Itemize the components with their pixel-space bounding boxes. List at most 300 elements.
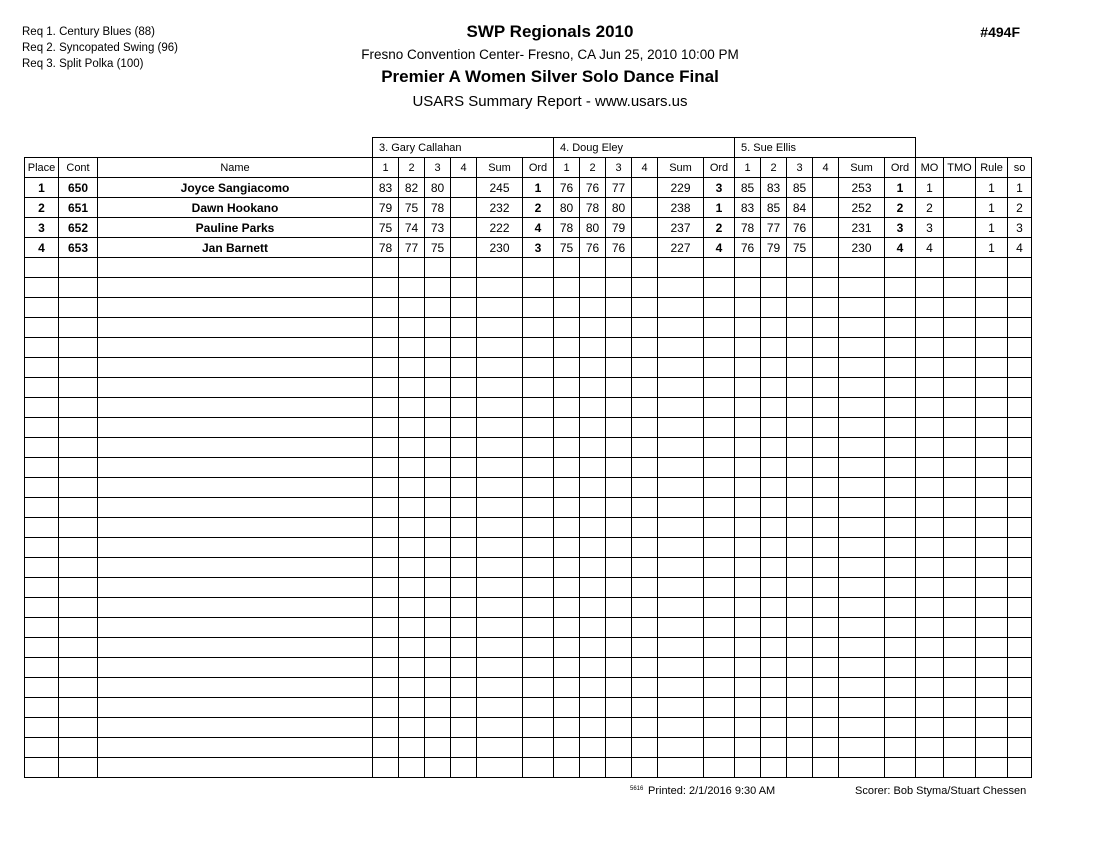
empty-cell — [425, 758, 451, 778]
empty-cell — [523, 698, 554, 718]
empty-cell — [735, 458, 761, 478]
empty-cell — [735, 598, 761, 618]
empty-cell — [787, 518, 813, 538]
empty-cell — [885, 438, 916, 458]
empty-cell — [916, 378, 944, 398]
score-2-header: 2 — [399, 158, 425, 178]
empty-cell — [632, 758, 658, 778]
empty-cell — [580, 298, 606, 318]
empty-cell — [477, 498, 523, 518]
empty-cell — [632, 278, 658, 298]
empty-cell — [704, 298, 735, 318]
empty-cell — [373, 518, 399, 538]
empty-cell — [839, 658, 885, 678]
empty-cell — [606, 758, 632, 778]
empty-cell — [554, 698, 580, 718]
empty-cell — [59, 658, 98, 678]
sum-header: Sum — [477, 158, 523, 178]
empty-cell — [477, 378, 523, 398]
empty-cell — [944, 658, 976, 678]
empty-cell — [1008, 658, 1032, 678]
judge-row-spacer-right — [916, 138, 1032, 158]
empty-cell — [761, 578, 787, 598]
empty-cell — [580, 478, 606, 498]
empty-cell — [839, 358, 885, 378]
empty-cell — [451, 598, 477, 618]
empty-cell — [839, 258, 885, 278]
empty-cell — [25, 618, 59, 638]
empty-cell — [399, 358, 425, 378]
empty-table-row — [25, 378, 1032, 398]
empty-cell — [813, 378, 839, 398]
score-cell: 85 — [761, 198, 787, 218]
empty-cell — [813, 278, 839, 298]
empty-cell — [425, 418, 451, 438]
sum-header: Sum — [839, 158, 885, 178]
empty-cell — [632, 438, 658, 458]
empty-cell — [554, 258, 580, 278]
empty-cell — [425, 678, 451, 698]
ord-cell: 3 — [885, 218, 916, 238]
empty-cell — [554, 438, 580, 458]
empty-cell — [580, 498, 606, 518]
ord-cell: 2 — [885, 198, 916, 218]
empty-cell — [704, 418, 735, 438]
ord-header: Ord — [704, 158, 735, 178]
score-cell: 75 — [399, 198, 425, 218]
empty-cell — [704, 438, 735, 458]
score-4-header: 4 — [813, 158, 839, 178]
empty-cell — [59, 678, 98, 698]
empty-cell — [735, 378, 761, 398]
empty-cell — [580, 678, 606, 698]
empty-cell — [944, 678, 976, 698]
sum-cell: 252 — [839, 198, 885, 218]
rule-cell: 1 — [976, 178, 1008, 198]
empty-cell — [25, 278, 59, 298]
empty-cell — [787, 558, 813, 578]
empty-cell — [1008, 438, 1032, 458]
empty-cell — [885, 498, 916, 518]
empty-cell — [373, 618, 399, 638]
empty-cell — [839, 558, 885, 578]
empty-cell — [632, 698, 658, 718]
empty-cell — [59, 538, 98, 558]
empty-cell — [704, 458, 735, 478]
empty-cell — [839, 758, 885, 778]
score-cell: 84 — [787, 198, 813, 218]
empty-cell — [632, 498, 658, 518]
empty-cell — [839, 578, 885, 598]
empty-cell — [976, 518, 1008, 538]
empty-cell — [523, 478, 554, 498]
empty-cell — [944, 618, 976, 638]
printed-timestamp: Printed: 2/1/2016 9:30 AM — [648, 785, 776, 797]
empty-cell — [761, 258, 787, 278]
score-cell: 79 — [761, 238, 787, 258]
empty-cell — [98, 298, 373, 318]
cont-cell: 652 — [59, 218, 98, 238]
score-cell: 76 — [580, 238, 606, 258]
rule-cell: 1 — [976, 218, 1008, 238]
empty-cell — [885, 378, 916, 398]
empty-cell — [761, 758, 787, 778]
empty-cell — [632, 458, 658, 478]
empty-cell — [839, 438, 885, 458]
empty-cell — [704, 718, 735, 738]
judge-name-header: 5. Sue Ellis — [735, 138, 916, 158]
empty-cell — [451, 398, 477, 418]
ord-cell: 4 — [885, 238, 916, 258]
empty-cell — [59, 698, 98, 718]
empty-cell — [451, 358, 477, 378]
empty-cell — [976, 298, 1008, 318]
empty-cell — [761, 458, 787, 478]
score-cell: 82 — [399, 178, 425, 198]
empty-cell — [761, 298, 787, 318]
empty-cell — [580, 578, 606, 598]
empty-cell — [59, 478, 98, 498]
empty-cell — [373, 378, 399, 398]
empty-cell — [373, 438, 399, 458]
sum-cell: 245 — [477, 178, 523, 198]
empty-cell — [425, 518, 451, 538]
empty-cell — [606, 698, 632, 718]
place-cell: 1 — [25, 178, 59, 198]
empty-cell — [632, 398, 658, 418]
empty-cell — [658, 738, 704, 758]
score-cell: 75 — [373, 218, 399, 238]
empty-cell — [976, 618, 1008, 638]
empty-cell — [425, 378, 451, 398]
score-cell: 74 — [399, 218, 425, 238]
empty-cell — [916, 258, 944, 278]
empty-cell — [25, 558, 59, 578]
empty-cell — [523, 518, 554, 538]
empty-cell — [704, 598, 735, 618]
empty-cell — [735, 258, 761, 278]
empty-cell — [761, 598, 787, 618]
empty-cell — [658, 398, 704, 418]
empty-cell — [632, 358, 658, 378]
so-cell: 1 — [1008, 178, 1032, 198]
empty-cell — [916, 758, 944, 778]
score-cell — [813, 198, 839, 218]
empty-cell — [98, 458, 373, 478]
empty-table-row — [25, 298, 1032, 318]
empty-cell — [976, 718, 1008, 738]
name-cell: Joyce Sangiacomo — [98, 178, 373, 198]
empty-cell — [451, 718, 477, 738]
empty-cell — [632, 578, 658, 598]
empty-cell — [1008, 718, 1032, 738]
empty-cell — [477, 758, 523, 778]
empty-cell — [704, 658, 735, 678]
empty-cell — [704, 638, 735, 658]
ord-cell: 2 — [704, 218, 735, 238]
empty-cell — [885, 618, 916, 638]
requirement-2: Req 2. Syncopated Swing (96) — [22, 42, 178, 54]
empty-cell — [606, 318, 632, 338]
empty-cell — [606, 358, 632, 378]
place-cell: 4 — [25, 238, 59, 258]
empty-cell — [704, 538, 735, 558]
ord-cell: 1 — [523, 178, 554, 198]
empty-cell — [59, 398, 98, 418]
empty-cell — [1008, 358, 1032, 378]
empty-cell — [554, 758, 580, 778]
score-cell — [632, 218, 658, 238]
empty-cell — [761, 718, 787, 738]
empty-cell — [373, 318, 399, 338]
empty-cell — [885, 318, 916, 338]
empty-cell — [98, 478, 373, 498]
table-row — [25, 218, 1032, 238]
empty-cell — [885, 298, 916, 318]
empty-cell — [606, 378, 632, 398]
score-cell: 79 — [606, 218, 632, 238]
empty-cell — [761, 678, 787, 698]
empty-cell — [425, 698, 451, 718]
empty-cell — [1008, 378, 1032, 398]
empty-cell — [944, 438, 976, 458]
empty-cell — [813, 698, 839, 718]
empty-cell — [425, 318, 451, 338]
empty-cell — [916, 598, 944, 618]
empty-cell — [98, 418, 373, 438]
empty-cell — [885, 558, 916, 578]
empty-cell — [839, 618, 885, 638]
empty-cell — [580, 418, 606, 438]
empty-table-row — [25, 478, 1032, 498]
score-cell: 78 — [425, 198, 451, 218]
empty-cell — [523, 318, 554, 338]
empty-cell — [787, 498, 813, 518]
empty-cell — [1008, 518, 1032, 538]
report-subtitle: USARS Summary Report - www.usars.us — [412, 93, 688, 110]
empty-cell — [787, 358, 813, 378]
empty-cell — [787, 438, 813, 458]
empty-cell — [373, 598, 399, 618]
empty-cell — [787, 758, 813, 778]
empty-cell — [554, 298, 580, 318]
empty-cell — [399, 318, 425, 338]
empty-cell — [554, 278, 580, 298]
empty-table-row — [25, 618, 1032, 638]
empty-cell — [554, 378, 580, 398]
empty-cell — [1008, 338, 1032, 358]
requirement-3: Req 3. Split Polka (100) — [22, 58, 144, 70]
empty-cell — [98, 578, 373, 598]
empty-cell — [580, 458, 606, 478]
empty-cell — [580, 358, 606, 378]
ord-header: Ord — [523, 158, 554, 178]
cont-header: Cont — [59, 158, 98, 178]
empty-cell — [916, 658, 944, 678]
empty-cell — [606, 538, 632, 558]
empty-cell — [59, 558, 98, 578]
score-cell: 76 — [787, 218, 813, 238]
empty-cell — [523, 278, 554, 298]
empty-cell — [373, 718, 399, 738]
empty-cell — [580, 758, 606, 778]
empty-cell — [523, 358, 554, 378]
empty-cell — [451, 518, 477, 538]
empty-cell — [944, 538, 976, 558]
score-cell — [451, 238, 477, 258]
empty-cell — [554, 358, 580, 378]
empty-cell — [25, 698, 59, 718]
score-cell: 75 — [787, 238, 813, 258]
empty-cell — [523, 678, 554, 698]
score-cell: 77 — [606, 178, 632, 198]
empty-cell — [839, 538, 885, 558]
score-2-header: 2 — [580, 158, 606, 178]
empty-cell — [813, 318, 839, 338]
rule-header: Rule — [976, 158, 1008, 178]
empty-cell — [98, 358, 373, 378]
empty-cell — [606, 618, 632, 638]
empty-cell — [944, 398, 976, 418]
empty-cell — [813, 758, 839, 778]
score-cell — [451, 218, 477, 238]
name-cell: Jan Barnett — [98, 238, 373, 258]
empty-cell — [554, 458, 580, 478]
empty-cell — [98, 538, 373, 558]
mo-cell: 3 — [916, 218, 944, 238]
empty-cell — [885, 658, 916, 678]
score-cell: 76 — [735, 238, 761, 258]
empty-cell — [813, 738, 839, 758]
score-cell: 78 — [580, 198, 606, 218]
empty-cell — [25, 738, 59, 758]
empty-cell — [477, 438, 523, 458]
empty-cell — [523, 598, 554, 618]
score-2-header: 2 — [761, 158, 787, 178]
empty-cell — [839, 698, 885, 718]
empty-cell — [787, 298, 813, 318]
score-cell: 77 — [761, 218, 787, 238]
empty-cell — [916, 538, 944, 558]
empty-cell — [944, 378, 976, 398]
empty-cell — [885, 398, 916, 418]
empty-cell — [787, 718, 813, 738]
empty-cell — [658, 258, 704, 278]
empty-cell — [523, 718, 554, 738]
empty-cell — [658, 618, 704, 638]
empty-cell — [25, 678, 59, 698]
empty-cell — [606, 458, 632, 478]
mo-cell: 4 — [916, 238, 944, 258]
empty-cell — [813, 358, 839, 378]
empty-cell — [606, 478, 632, 498]
empty-cell — [554, 318, 580, 338]
score-cell: 85 — [735, 178, 761, 198]
empty-cell — [658, 358, 704, 378]
empty-cell — [787, 678, 813, 698]
empty-cell — [916, 398, 944, 418]
score-cell — [813, 178, 839, 198]
empty-cell — [735, 718, 761, 738]
empty-cell — [813, 538, 839, 558]
judge-name-header: 4. Doug Eley — [554, 138, 735, 158]
empty-cell — [606, 598, 632, 618]
cont-cell: 651 — [59, 198, 98, 218]
empty-cell — [399, 478, 425, 498]
score-cell: 76 — [554, 178, 580, 198]
empty-cell — [98, 378, 373, 398]
empty-cell — [704, 678, 735, 698]
empty-cell — [658, 298, 704, 318]
empty-cell — [735, 678, 761, 698]
empty-cell — [399, 498, 425, 518]
empty-cell — [477, 298, 523, 318]
empty-cell — [580, 398, 606, 418]
empty-table-row — [25, 658, 1032, 678]
empty-cell — [580, 438, 606, 458]
empty-cell — [25, 498, 59, 518]
empty-cell — [1008, 618, 1032, 638]
empty-cell — [580, 738, 606, 758]
empty-cell — [98, 698, 373, 718]
empty-cell — [606, 638, 632, 658]
empty-cell — [632, 598, 658, 618]
empty-cell — [813, 398, 839, 418]
empty-table-row — [25, 758, 1032, 778]
empty-cell — [916, 638, 944, 658]
empty-cell — [399, 418, 425, 438]
empty-cell — [787, 318, 813, 338]
empty-cell — [976, 598, 1008, 618]
empty-cell — [1008, 578, 1032, 598]
empty-cell — [477, 458, 523, 478]
empty-cell — [885, 718, 916, 738]
empty-cell — [885, 478, 916, 498]
empty-cell — [59, 258, 98, 278]
empty-cell — [399, 598, 425, 618]
empty-cell — [632, 718, 658, 738]
empty-table-row — [25, 578, 1032, 598]
empty-cell — [658, 678, 704, 698]
empty-cell — [580, 658, 606, 678]
empty-cell — [885, 458, 916, 478]
empty-cell — [59, 618, 98, 638]
empty-cell — [813, 478, 839, 498]
empty-cell — [399, 578, 425, 598]
empty-cell — [580, 538, 606, 558]
empty-cell — [1008, 638, 1032, 658]
score-3-header: 3 — [787, 158, 813, 178]
empty-cell — [632, 658, 658, 678]
empty-cell — [735, 358, 761, 378]
empty-cell — [761, 538, 787, 558]
empty-cell — [813, 658, 839, 678]
empty-cell — [1008, 738, 1032, 758]
empty-cell — [704, 758, 735, 778]
score-4-header: 4 — [632, 158, 658, 178]
empty-cell — [761, 358, 787, 378]
empty-cell — [976, 438, 1008, 458]
empty-cell — [761, 338, 787, 358]
empty-cell — [839, 458, 885, 478]
empty-cell — [25, 378, 59, 398]
empty-cell — [425, 298, 451, 318]
empty-cell — [373, 278, 399, 298]
report-header — [0, 22, 1100, 110]
empty-cell — [373, 458, 399, 478]
empty-cell — [451, 338, 477, 358]
empty-cell — [839, 638, 885, 658]
